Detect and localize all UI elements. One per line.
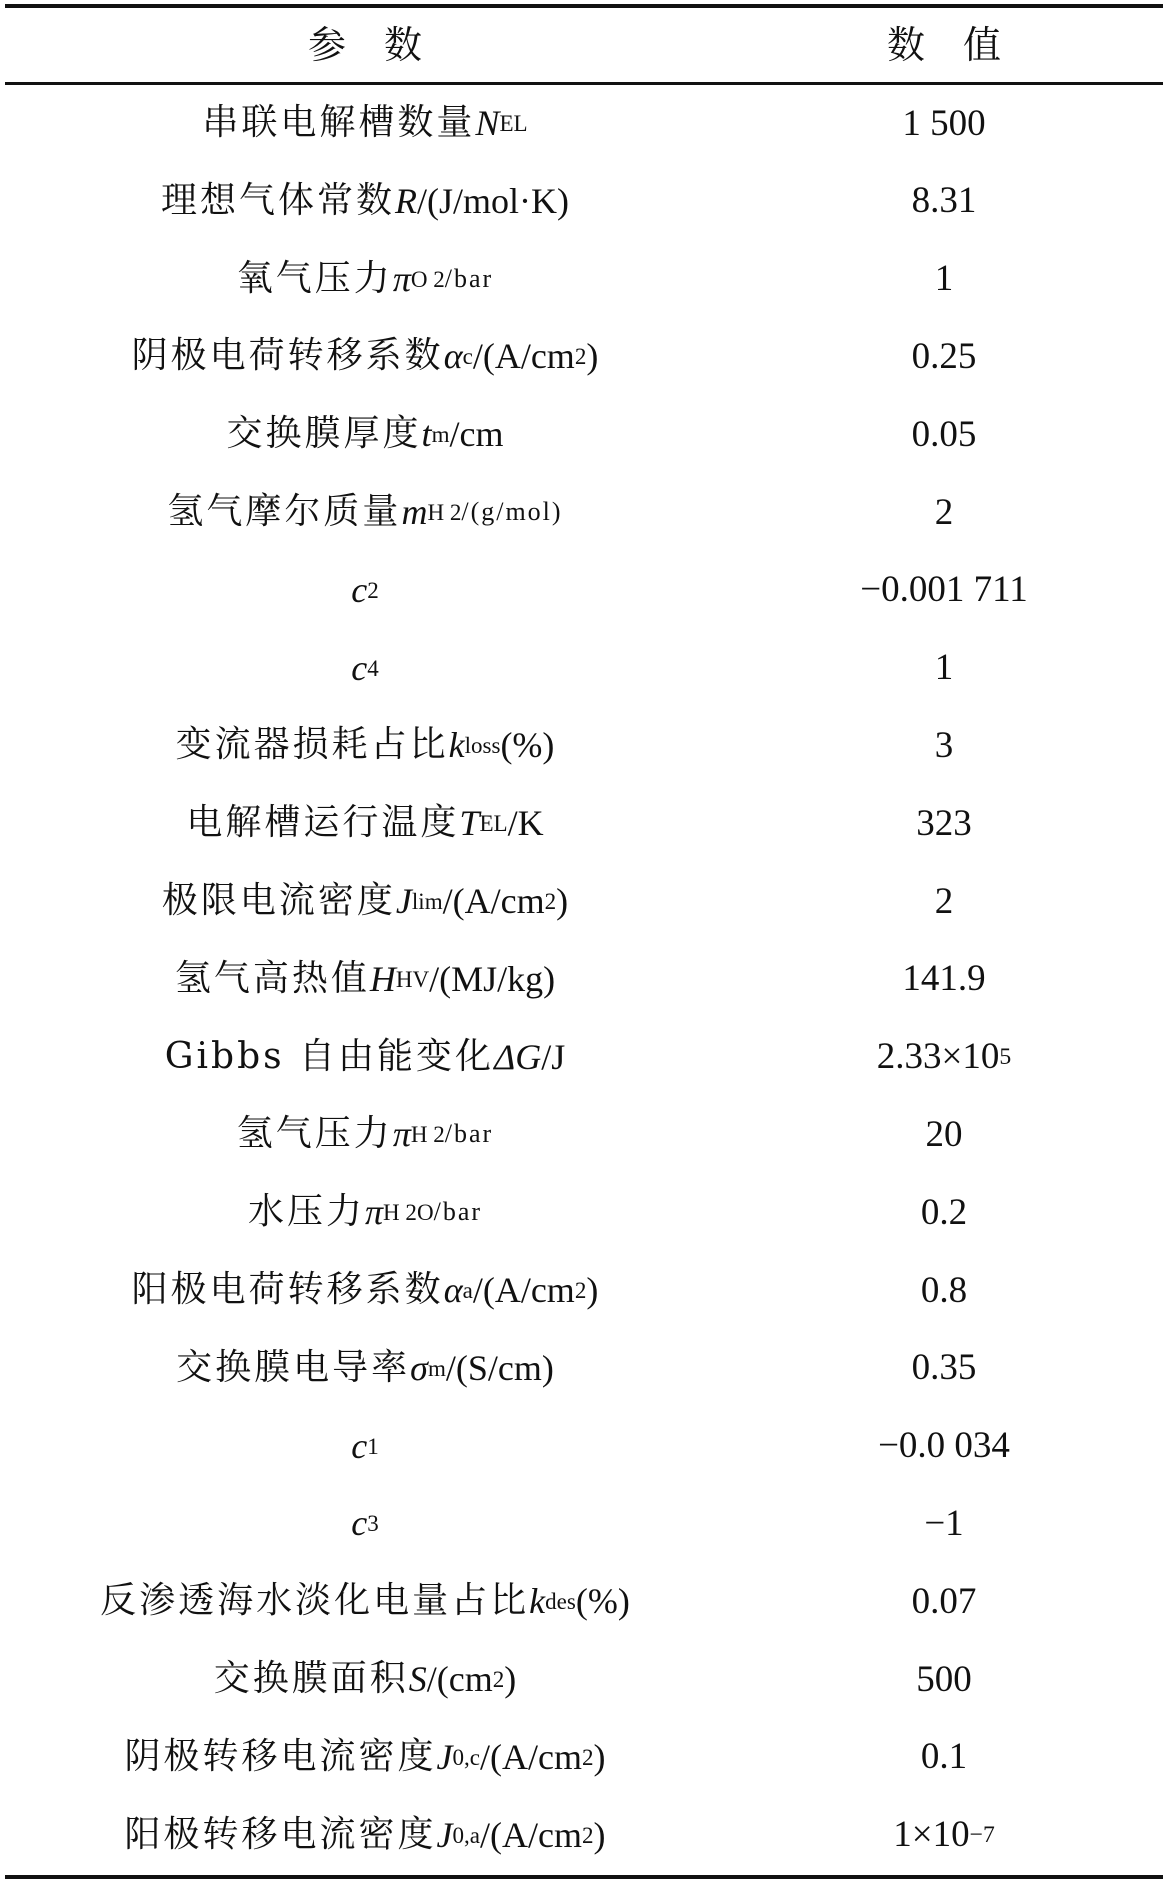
table-row (5, 395, 1163, 473)
value-text: −1 (924, 1502, 964, 1544)
value-text: −0.001 711 (860, 569, 1028, 611)
param-unit: /J (541, 1036, 566, 1077)
value-cell (725, 84, 1163, 162)
value-cell (725, 1407, 1163, 1485)
param-name: 交换膜电导率 (176, 1346, 411, 1388)
param-name: 水压力 (247, 1191, 365, 1233)
param-cell: 变流器损耗占比 k loss (%) (175, 724, 555, 766)
value-cell (725, 317, 1163, 395)
param-unit: (%) (500, 725, 555, 766)
value-text: 2.33×10 (876, 1036, 1000, 1078)
table-row (5, 317, 1163, 395)
param-name: Gibbs 自由能变化 (164, 1035, 495, 1077)
param-unit: /bar (444, 263, 494, 293)
param-symbol: π (392, 1114, 411, 1155)
table-row (5, 1329, 1163, 1407)
param-name: 电解槽运行温度 (186, 802, 460, 844)
parameter-table (5, 0, 1163, 1885)
value-cell (725, 1484, 1163, 1562)
param-symbol: J (395, 881, 412, 921)
param-symbol: t (421, 414, 432, 455)
param-cell: c 1 (351, 1425, 379, 1466)
param-unit: /bar (433, 1197, 483, 1227)
param-symbol: α (443, 1270, 463, 1310)
param-symbol: π (365, 1192, 384, 1233)
value-text: 1 (934, 258, 954, 300)
table-row (5, 1796, 1163, 1874)
table-row (5, 551, 1163, 629)
param-unit: /(cm (426, 1659, 493, 1699)
param-unit: /(MJ/kg) (429, 958, 556, 999)
table-row (5, 1095, 1163, 1173)
value-cell (725, 940, 1163, 1018)
value-cell (725, 1640, 1163, 1718)
value-cell (725, 473, 1163, 551)
table-row (5, 1640, 1163, 1718)
value-text: 2 (934, 880, 954, 922)
param-symbol: c (351, 569, 368, 610)
value-cell (725, 1173, 1163, 1251)
value-cell (725, 395, 1163, 473)
value-cell (725, 706, 1163, 784)
param-unit: /(g/mol) (461, 497, 563, 526)
table-row (5, 1562, 1163, 1640)
param-symbol: c (351, 1425, 368, 1466)
value-cell (725, 784, 1163, 862)
value-cell (725, 1718, 1163, 1796)
table-row (5, 1407, 1163, 1485)
value-cell (725, 1562, 1163, 1640)
param-cell: 电解槽运行温度 T EL /K (186, 802, 544, 844)
param-cell: 交换膜面积 S /(cm 2 ) (213, 1658, 517, 1699)
param-cell (5, 162, 725, 240)
table-row (5, 1718, 1163, 1796)
table-row (5, 706, 1163, 784)
param-cell: 交换膜电导率 σ m /(S/cm) (176, 1346, 554, 1388)
param-name: 交换膜厚度 (226, 413, 422, 455)
table-row (5, 1484, 1163, 1562)
param-cell: 交换膜厚度 t m /cm (226, 413, 504, 455)
value-text: 141.9 (902, 958, 986, 1000)
param-symbol: ΔG (494, 1036, 542, 1077)
param-unit: /cm (449, 414, 504, 455)
param-symbol: J (436, 1814, 453, 1855)
value-text: 0.1 (920, 1736, 968, 1778)
param-name: 氢气压力 (236, 1113, 393, 1155)
value-text: 0.8 (920, 1269, 968, 1311)
table-row (5, 1018, 1163, 1096)
param-unit-end: ) (586, 1270, 599, 1310)
param-name: 阴极转移电流密度 (124, 1735, 437, 1777)
param-cell: 水压力 π H 2O /bar (247, 1191, 483, 1233)
param-unit-end: ) (593, 1736, 606, 1777)
value-text: 500 (916, 1658, 972, 1700)
param-cell: 氢气摩尔质量 m H 2 /(g/mol) (167, 491, 563, 532)
param-cell: 氢气高热值 H HV /(MJ/kg) (174, 957, 556, 999)
param-unit: /(S/cm) (445, 1347, 554, 1388)
param-unit-end: ) (593, 1814, 606, 1855)
param-unit-end: ) (556, 881, 569, 921)
header-param: 参 数 (307, 23, 422, 67)
param-cell: c 3 (351, 1503, 379, 1544)
param-cell: c 4 (351, 647, 379, 688)
param-name: 阴极电荷转移系数 (131, 335, 444, 377)
param-cell: 极限电流密度 J lim /(A/cm 2 ) (161, 880, 569, 921)
param-unit: /(A/cm (472, 336, 575, 377)
table-row (5, 240, 1163, 318)
value-text: 0.2 (920, 1191, 968, 1233)
param-symbol: R (395, 180, 418, 221)
param-name: 氢气高热值 (174, 957, 370, 999)
param-symbol: S (408, 1659, 427, 1699)
param-unit: (%) (575, 1581, 630, 1622)
param-symbol: k (529, 1581, 546, 1622)
param-name: 氢气摩尔质量 (167, 491, 402, 532)
value-text: 0.07 (911, 1580, 977, 1622)
param-symbol: α (443, 336, 463, 377)
value-text: 0.25 (911, 335, 977, 377)
table-row (5, 862, 1163, 940)
param-name: 理想气体常数 (161, 179, 396, 221)
param-cell (5, 1018, 725, 1096)
param-name: 极限电流密度 (161, 880, 396, 921)
param-unit: /(A/cm (480, 1814, 582, 1855)
param-symbol: N (475, 103, 500, 143)
param-symbol: c (351, 647, 368, 688)
param-unit: /bar (444, 1119, 494, 1149)
value-text: 1 (934, 647, 954, 689)
table-row (5, 629, 1163, 707)
value-text: 323 (916, 802, 972, 844)
param-symbol: H (369, 958, 396, 999)
param-unit-end: ) (586, 336, 599, 377)
param-unit: /(A/cm (480, 1736, 582, 1777)
param-cell: 阳极转移电流密度 J 0,a /(A/cm 2 ) (124, 1813, 606, 1855)
param-cell: 反渗透海水淡化电量占比 k des (%) (100, 1580, 630, 1622)
table-row (5, 1173, 1163, 1251)
value-cell (725, 162, 1163, 240)
param-name: 氧气压力 (236, 257, 393, 299)
value-text: 0.05 (911, 413, 977, 455)
param-cell: c 2 (351, 569, 379, 610)
param-cell: 阴极转移电流密度 J 0,c /(A/cm 2 ) (124, 1735, 606, 1777)
param-name: 交换膜面积 (213, 1658, 409, 1699)
table-row (5, 84, 1163, 162)
param-symbol: c (351, 1503, 368, 1544)
value-text: −0.0 034 (878, 1425, 1010, 1467)
table-row (5, 162, 1163, 240)
table-row (5, 473, 1163, 551)
param-symbol: T (459, 803, 480, 844)
param-cell: 阳极电荷转移系数 α a /(A/cm 2 ) (131, 1269, 599, 1310)
param-cell: 氧气压力 π O 2 /bar (236, 257, 494, 299)
table-header-row (5, 6, 1163, 84)
param-name: 反渗透海水淡化电量占比 (100, 1580, 530, 1622)
param-symbol: π (392, 258, 411, 299)
value-cell (725, 1329, 1163, 1407)
value-text: 1×10 (893, 1814, 970, 1856)
param-name: 阳极电荷转移系数 (131, 1269, 444, 1310)
value-text: 2 (934, 491, 954, 533)
table-row (5, 1251, 1163, 1329)
table-row (5, 784, 1163, 862)
value-cell (725, 862, 1163, 940)
value-cell (725, 240, 1163, 318)
param-unit: /(J/mol·K) (417, 180, 569, 221)
table-bottom-rule (5, 1875, 1163, 1879)
param-unit-end: ) (504, 1659, 517, 1699)
param-symbol: σ (410, 1347, 428, 1388)
value-cell: 2.33×10 5 (876, 1036, 1012, 1078)
value-text: 8.31 (911, 180, 977, 222)
param-symbol: m (401, 492, 428, 532)
param-symbol: J (436, 1736, 453, 1777)
param-cell: 串联电解槽数量 N EL (202, 102, 528, 143)
table-row (5, 940, 1163, 1018)
value-cell (725, 551, 1163, 629)
value-cell (725, 1095, 1163, 1173)
param-unit: /(A/cm (442, 881, 545, 921)
param-unit: /(A/cm (472, 1270, 575, 1310)
value-text: 0.35 (911, 1347, 977, 1389)
param-name: 串联电解槽数量 (202, 102, 476, 143)
param-name: 阳极转移电流密度 (124, 1813, 437, 1855)
value-text: 3 (934, 724, 954, 766)
param-name: 变流器损耗占比 (175, 724, 449, 766)
value-cell: 1×10 −7 (893, 1814, 995, 1856)
value-cell (725, 1251, 1163, 1329)
param-symbol: k (448, 725, 465, 766)
param-cell: 阴极电荷转移系数 α c /(A/cm 2 ) (131, 335, 599, 377)
value-cell (725, 629, 1163, 707)
value-text: 1 500 (902, 102, 986, 144)
param-cell: 氢气压力 π H 2 /bar (236, 1113, 494, 1155)
header-value: 数 值 (886, 23, 1001, 67)
value-text: 20 (925, 1113, 963, 1155)
param-unit: /K (507, 803, 544, 844)
